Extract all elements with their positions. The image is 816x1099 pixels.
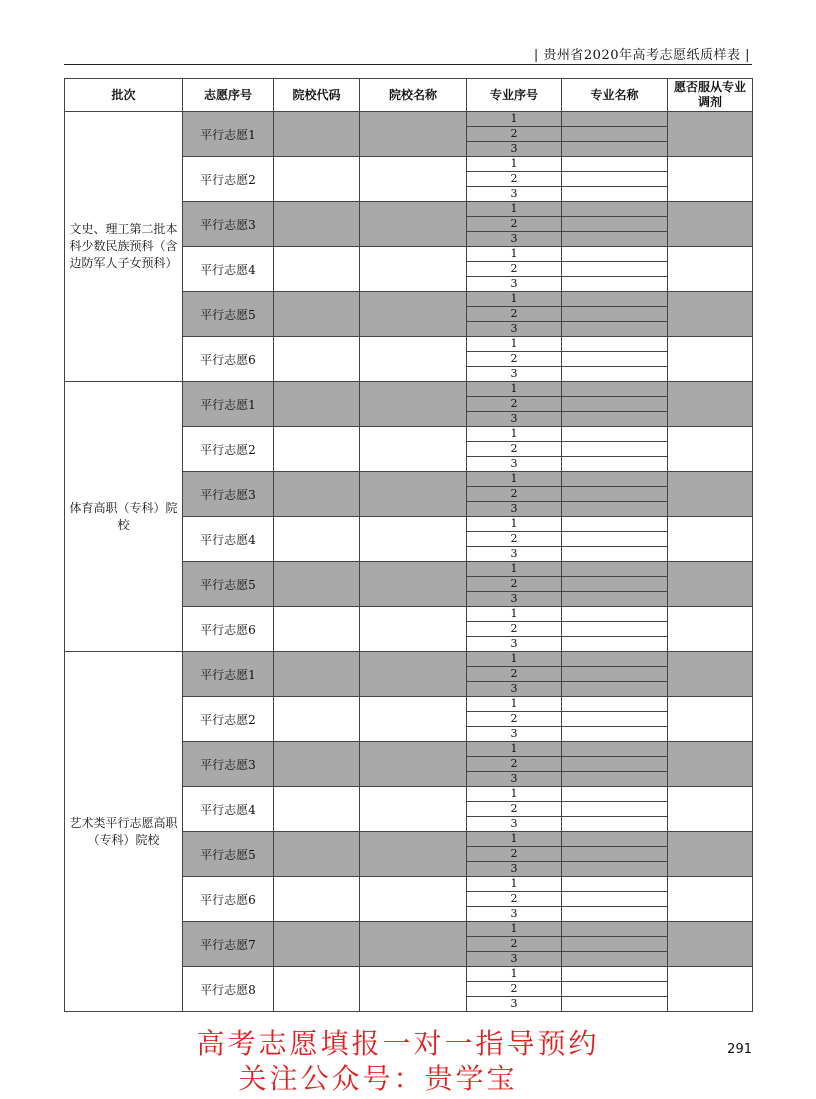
choice-label: 平行志愿6 xyxy=(183,337,274,382)
major-name-field[interactable] xyxy=(562,442,667,457)
major-number: 1 xyxy=(467,517,561,532)
school-name-cell[interactable] xyxy=(360,157,467,202)
major-number: 3 xyxy=(510,682,518,695)
header-rule xyxy=(64,64,752,65)
obey-adjust-cell[interactable] xyxy=(668,877,753,922)
major-number: 3 xyxy=(510,502,518,515)
major-name-cell xyxy=(562,697,668,742)
major-number: 1 xyxy=(467,337,561,352)
major-name-field[interactable] xyxy=(562,532,667,547)
major-number: 2 xyxy=(467,307,561,322)
school-code-cell[interactable] xyxy=(274,517,360,562)
school-name-cell[interactable] xyxy=(360,292,467,337)
major-name-field[interactable] xyxy=(562,652,667,667)
major-name-field[interactable] xyxy=(562,412,667,427)
major-name-field[interactable] xyxy=(562,712,667,727)
batch-cell: 艺术类平行志愿高职（专科）院校 xyxy=(65,652,183,1012)
major-number-cell xyxy=(467,112,562,157)
major-number: 1 xyxy=(467,877,561,892)
school-code-cell[interactable] xyxy=(274,292,360,337)
major-name-field[interactable] xyxy=(562,172,667,187)
school-code-cell[interactable] xyxy=(274,382,360,427)
major-number-cell xyxy=(467,832,562,877)
major-name-cell xyxy=(562,922,668,967)
school-name-cell[interactable] xyxy=(360,562,467,607)
choice-label: 平行志愿3 xyxy=(183,472,274,517)
major-number: 2 xyxy=(467,667,561,682)
major-name-field[interactable] xyxy=(562,322,667,337)
major-number: 1 xyxy=(467,697,561,712)
school-code-cell[interactable] xyxy=(274,472,360,517)
major-number-cell xyxy=(467,742,562,787)
choice-label: 平行志愿4 xyxy=(183,247,274,292)
major-number-cell xyxy=(467,697,562,742)
school-code-cell[interactable] xyxy=(274,697,360,742)
major-number: 2 xyxy=(467,127,561,142)
major-name-cell xyxy=(562,247,668,292)
major-number: 1 xyxy=(467,382,561,397)
major-name-field[interactable] xyxy=(562,937,667,952)
major-number: 3 xyxy=(510,457,518,470)
major-number: 1 xyxy=(467,922,561,937)
major-name-cell xyxy=(562,382,668,427)
major-name-field[interactable] xyxy=(562,247,667,262)
major-name-field[interactable] xyxy=(562,967,667,982)
school-name-cell[interactable] xyxy=(360,247,467,292)
col-major-no: 专业序号 xyxy=(467,79,562,112)
obey-adjust-cell[interactable] xyxy=(668,832,753,877)
school-code-cell[interactable] xyxy=(274,787,360,832)
major-number: 2 xyxy=(467,937,561,952)
major-name-field[interactable] xyxy=(562,592,667,607)
major-name-field[interactable] xyxy=(562,802,667,817)
major-name-field[interactable] xyxy=(562,742,667,757)
school-code-cell[interactable] xyxy=(274,562,360,607)
major-number: 1 xyxy=(467,427,561,442)
school-code-cell[interactable] xyxy=(274,922,360,967)
school-name-cell[interactable] xyxy=(360,382,467,427)
col-batch: 批次 xyxy=(65,79,183,112)
col-obey-adjust: 愿否服从专业调剂 xyxy=(668,79,753,112)
major-name-cell xyxy=(562,202,668,247)
major-number: 2 xyxy=(467,802,561,817)
obey-adjust-cell[interactable] xyxy=(668,787,753,832)
major-number: 2 xyxy=(467,442,561,457)
major-name-field[interactable] xyxy=(562,877,667,892)
obey-adjust-cell[interactable] xyxy=(668,157,753,202)
major-number: 1 xyxy=(467,112,561,127)
major-name-field[interactable] xyxy=(562,292,667,307)
major-number: 3 xyxy=(510,322,518,335)
major-name-field[interactable] xyxy=(562,637,667,652)
major-name-cell xyxy=(562,877,668,922)
major-number: 2 xyxy=(467,892,561,907)
page-header: | 贵州省2020年高考志愿纸质样表 | xyxy=(533,48,750,63)
major-name-field[interactable] xyxy=(562,307,667,322)
major-name-field[interactable] xyxy=(562,607,667,622)
col-school-code: 院校代码 xyxy=(274,79,360,112)
major-name-field[interactable] xyxy=(562,772,667,787)
major-number-cell xyxy=(467,382,562,427)
major-number: 1 xyxy=(467,967,561,982)
choice-label: 平行志愿2 xyxy=(183,427,274,472)
major-name-cell xyxy=(562,157,668,202)
col-major-name: 专业名称 xyxy=(562,79,668,112)
major-number: 2 xyxy=(467,712,561,727)
major-name-cell xyxy=(562,967,668,1012)
table-header-row xyxy=(65,79,753,112)
major-number: 2 xyxy=(467,487,561,502)
school-name-cell[interactable] xyxy=(360,472,467,517)
choice-label: 平行志愿4 xyxy=(183,517,274,562)
major-name-field[interactable] xyxy=(562,337,667,352)
major-number: 1 xyxy=(467,832,561,847)
major-number: 3 xyxy=(510,142,518,155)
obey-adjust-cell[interactable] xyxy=(668,337,753,382)
obey-adjust-cell[interactable] xyxy=(668,382,753,427)
major-number: 2 xyxy=(467,622,561,637)
major-number: 3 xyxy=(510,907,518,920)
major-name-field[interactable] xyxy=(562,217,667,232)
major-number-cell xyxy=(467,247,562,292)
school-name-cell[interactable] xyxy=(360,427,467,472)
school-code-cell[interactable] xyxy=(274,607,360,652)
obey-adjust-cell[interactable] xyxy=(668,967,753,1012)
school-name-cell[interactable] xyxy=(360,607,467,652)
school-name-cell[interactable] xyxy=(360,517,467,562)
major-number: 3 xyxy=(510,232,518,245)
major-name-field[interactable] xyxy=(562,892,667,907)
obey-adjust-cell[interactable] xyxy=(668,427,753,472)
major-number: 3 xyxy=(510,862,518,875)
major-name-cell xyxy=(562,562,668,607)
major-number-cell xyxy=(467,157,562,202)
table-row xyxy=(65,382,753,427)
obey-adjust-cell[interactable] xyxy=(668,292,753,337)
major-number-cell xyxy=(467,877,562,922)
major-number-cell xyxy=(467,787,562,832)
major-name-field[interactable] xyxy=(562,262,667,277)
major-number: 2 xyxy=(467,982,561,997)
major-name-cell xyxy=(562,337,668,382)
major-name-cell xyxy=(562,472,668,517)
choice-label: 平行志愿8 xyxy=(183,967,274,1012)
major-number: 2 xyxy=(467,757,561,772)
choice-label: 平行志愿5 xyxy=(183,562,274,607)
major-name-field[interactable] xyxy=(562,952,667,967)
major-name-field[interactable] xyxy=(562,277,667,292)
major-name-field[interactable] xyxy=(562,427,667,442)
major-number: 2 xyxy=(467,352,561,367)
school-name-cell[interactable] xyxy=(360,742,467,787)
batch-cell: 体育高职（专科）院校 xyxy=(65,382,183,652)
major-number: 1 xyxy=(467,472,561,487)
col-school-name: 院校名称 xyxy=(360,79,467,112)
major-number-cell xyxy=(467,337,562,382)
major-name-field[interactable] xyxy=(562,982,667,997)
school-code-cell[interactable] xyxy=(274,337,360,382)
major-name-field[interactable] xyxy=(562,517,667,532)
choice-label: 平行志愿1 xyxy=(183,652,274,697)
ad-line-2: 关注公众号：贵学宝 xyxy=(238,1062,518,1095)
major-number: 2 xyxy=(467,172,561,187)
major-number: 1 xyxy=(467,157,561,172)
col-choice-no: 志愿序号 xyxy=(183,79,274,112)
school-name-cell[interactable] xyxy=(360,337,467,382)
school-code-cell[interactable] xyxy=(274,202,360,247)
major-number: 3 xyxy=(510,412,518,425)
major-name-field[interactable] xyxy=(562,697,667,712)
major-number: 3 xyxy=(510,952,518,965)
obey-adjust-cell[interactable] xyxy=(668,562,753,607)
major-name-field[interactable] xyxy=(562,757,667,772)
major-number: 2 xyxy=(467,397,561,412)
major-number: 1 xyxy=(467,787,561,802)
major-name-field[interactable] xyxy=(562,187,667,202)
major-name-field[interactable] xyxy=(562,862,667,877)
choice-label: 平行志愿7 xyxy=(183,922,274,967)
obey-adjust-cell[interactable] xyxy=(668,697,753,742)
major-name-field[interactable] xyxy=(562,907,667,922)
major-name-field[interactable] xyxy=(562,352,667,367)
major-number: 1 xyxy=(467,607,561,622)
school-name-cell[interactable] xyxy=(360,832,467,877)
major-name-field[interactable] xyxy=(562,397,667,412)
school-name-cell[interactable] xyxy=(360,652,467,697)
major-number: 1 xyxy=(467,562,561,577)
major-number: 3 xyxy=(510,817,518,830)
major-number-cell xyxy=(467,202,562,247)
school-code-cell[interactable] xyxy=(274,652,360,697)
major-name-cell xyxy=(562,292,668,337)
choice-label: 平行志愿6 xyxy=(183,877,274,922)
major-name-field[interactable] xyxy=(562,922,667,937)
volunteer-form-table xyxy=(64,78,753,1012)
choice-label: 平行志愿5 xyxy=(183,292,274,337)
major-number: 1 xyxy=(467,247,561,262)
school-name-cell[interactable] xyxy=(360,922,467,967)
major-name-field[interactable] xyxy=(562,367,667,382)
major-name-field[interactable] xyxy=(562,727,667,742)
choice-label: 平行志愿4 xyxy=(183,787,274,832)
school-code-cell[interactable] xyxy=(274,877,360,922)
school-code-cell[interactable] xyxy=(274,247,360,292)
major-name-cell xyxy=(562,607,668,652)
major-number-cell xyxy=(467,292,562,337)
major-number: 1 xyxy=(467,292,561,307)
major-name-field[interactable] xyxy=(562,232,667,247)
choice-label: 平行志愿1 xyxy=(183,382,274,427)
major-number: 2 xyxy=(467,847,561,862)
major-number-cell xyxy=(467,922,562,967)
major-number-cell xyxy=(467,562,562,607)
school-name-cell[interactable] xyxy=(360,112,467,157)
major-name-field[interactable] xyxy=(562,472,667,487)
major-number: 1 xyxy=(467,202,561,217)
obey-adjust-cell[interactable] xyxy=(668,922,753,967)
major-name-cell xyxy=(562,517,668,562)
major-name-field[interactable] xyxy=(562,112,667,127)
major-number-cell xyxy=(467,517,562,562)
major-number: 3 xyxy=(510,547,518,560)
table-row xyxy=(65,652,753,697)
major-name-field[interactable] xyxy=(562,202,667,217)
choice-label: 平行志愿5 xyxy=(183,832,274,877)
obey-adjust-cell[interactable] xyxy=(668,247,753,292)
major-name-field[interactable] xyxy=(562,817,667,832)
major-number: 3 xyxy=(510,592,518,605)
major-name-field[interactable] xyxy=(562,547,667,562)
table-row xyxy=(65,112,753,157)
obey-adjust-cell[interactable] xyxy=(668,607,753,652)
major-number: 3 xyxy=(510,367,518,380)
school-name-cell[interactable] xyxy=(360,202,467,247)
school-code-cell[interactable] xyxy=(274,427,360,472)
major-number: 3 xyxy=(510,637,518,650)
major-name-field[interactable] xyxy=(562,502,667,517)
major-name-field[interactable] xyxy=(562,832,667,847)
school-name-cell[interactable] xyxy=(360,967,467,1012)
major-number: 2 xyxy=(467,577,561,592)
school-code-cell[interactable] xyxy=(274,967,360,1012)
school-code-cell[interactable] xyxy=(274,742,360,787)
major-name-field[interactable] xyxy=(562,997,667,1012)
obey-adjust-cell[interactable] xyxy=(668,202,753,247)
major-number-cell xyxy=(467,427,562,472)
major-number-cell xyxy=(467,967,562,1012)
major-name-field[interactable] xyxy=(562,457,667,472)
major-name-field[interactable] xyxy=(562,487,667,502)
major-name-field[interactable] xyxy=(562,382,667,397)
choice-label: 平行志愿3 xyxy=(183,202,274,247)
page-number: 291 xyxy=(727,1042,752,1057)
major-name-cell xyxy=(562,742,668,787)
major-name-field[interactable] xyxy=(562,847,667,862)
major-name-field[interactable] xyxy=(562,562,667,577)
major-number: 1 xyxy=(467,742,561,757)
major-number: 3 xyxy=(510,997,518,1010)
choice-label: 平行志愿3 xyxy=(183,742,274,787)
major-name-cell xyxy=(562,652,668,697)
major-name-field[interactable] xyxy=(562,682,667,697)
school-name-cell[interactable] xyxy=(360,877,467,922)
school-code-cell[interactable] xyxy=(274,157,360,202)
major-number-cell xyxy=(467,607,562,652)
major-number-cell xyxy=(467,652,562,697)
major-number: 1 xyxy=(467,652,561,667)
obey-adjust-cell[interactable] xyxy=(668,517,753,562)
major-number: 3 xyxy=(510,277,518,290)
obey-adjust-cell[interactable] xyxy=(668,472,753,517)
major-number: 2 xyxy=(467,262,561,277)
choice-label: 平行志愿1 xyxy=(183,112,274,157)
choice-label: 平行志愿2 xyxy=(183,697,274,742)
ad-line-1: 高考志愿填报一对一指导预约 xyxy=(196,1027,600,1060)
major-name-cell xyxy=(562,832,668,877)
major-number: 3 xyxy=(510,772,518,785)
school-name-cell[interactable] xyxy=(360,697,467,742)
batch-cell: 文史、理工第二批本科少数民族预科（含边防军人子女预科） xyxy=(65,112,183,382)
major-number: 3 xyxy=(510,727,518,740)
major-number: 2 xyxy=(467,532,561,547)
major-number-cell xyxy=(467,472,562,517)
major-number: 2 xyxy=(467,217,561,232)
obey-adjust-cell[interactable] xyxy=(668,742,753,787)
major-name-field[interactable] xyxy=(562,127,667,142)
major-name-cell xyxy=(562,427,668,472)
choice-label: 平行志愿2 xyxy=(183,157,274,202)
obey-adjust-cell[interactable] xyxy=(668,652,753,697)
major-name-field[interactable] xyxy=(562,787,667,802)
obey-adjust-cell[interactable] xyxy=(668,112,753,157)
major-name-cell xyxy=(562,787,668,832)
choice-label: 平行志愿6 xyxy=(183,607,274,652)
school-code-cell[interactable] xyxy=(274,112,360,157)
major-name-cell xyxy=(562,112,668,157)
major-name-field[interactable] xyxy=(562,622,667,637)
school-name-cell[interactable] xyxy=(360,787,467,832)
major-name-field[interactable] xyxy=(562,667,667,682)
major-name-field[interactable] xyxy=(562,142,667,157)
major-number: 3 xyxy=(510,187,518,200)
major-name-field[interactable] xyxy=(562,577,667,592)
major-name-field[interactable] xyxy=(562,157,667,172)
school-code-cell[interactable] xyxy=(274,832,360,877)
